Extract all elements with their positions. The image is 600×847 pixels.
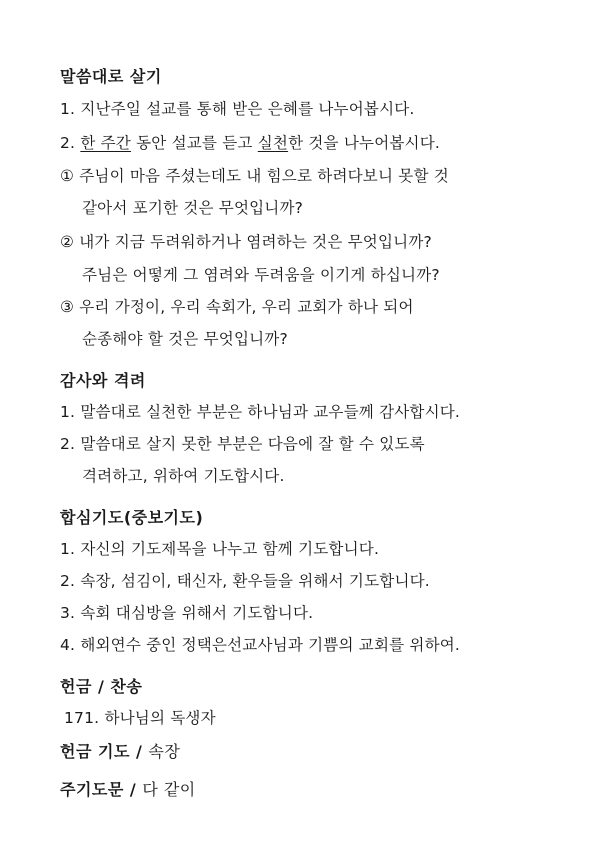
item-prefix: 2. [60,134,81,152]
sub-item: ① 주님이 마음 주셨는데도 내 힘으로 하려다보니 못할 것 [60,167,449,185]
heading-value: 속장 [148,742,181,761]
section-heading-prayer: 합심기도(중보기도) [60,508,204,527]
list-item: 1. 지난주일 설교를 통해 받은 은혜를 나누어봅시다. [60,100,415,118]
item-text: 동안 설교를 듣고 [130,134,258,152]
list-item: 1. 자신의 기도제목을 나누고 함께 기도합니다. [60,540,380,558]
section-heading-lords-prayer [60,777,196,800]
sub-item: ③ 우리 가정이, 우리 속회가, 우리 교회가 하나 되어 [60,298,414,316]
item-text: 한 것을 나누어봅시다. [288,134,441,152]
section-heading-living-by-word: 말씀대로 살기 [60,67,162,86]
heading-label: 주기도문 / [60,780,143,799]
sub-item-continuation: 같아서 포기한 것은 무엇입니까? [82,199,304,217]
list-item: 1. 말씀대로 실천한 부분은 하나님과 교우들께 감사합시다. [60,403,461,421]
section-heading-offering: 헌금 / 찬송 [60,677,143,696]
list-item: 3. 속회 대심방을 위해서 기도합니다. [60,604,314,622]
underlined-text: 실천 [257,134,289,152]
list-item: 2. 속장, 섬김이, 태신자, 환우들을 위해서 기도합니다. [60,572,430,590]
heading-value: 다 같이 [142,780,196,799]
list-item-continuation: 격려하고, 위하여 기도합시다. [82,467,285,485]
section-heading-thanks: 감사와 격려 [60,371,146,390]
list-item: 4. 해외연수 중인 정택은선교사님과 기쁨의 교회를 위하여. [60,636,461,654]
sub-item: ② 내가 지금 두려워하거나 염려하는 것은 무엇입니까? [60,233,432,251]
list-item [60,131,440,153]
sub-item-continuation: 순종해야 할 것은 무엇입니까? [82,330,288,348]
section-heading-offering-prayer [60,739,180,762]
hymn-entry: 171. 하나님의 독생자 [64,709,216,727]
underlined-text: 한 주간 [80,134,131,152]
sub-item-continuation: 주님은 어떻게 그 염려와 두려움을 이기게 하십니까? [82,266,440,284]
heading-label: 헌금 기도 / [60,742,149,761]
list-item: 2. 말씀대로 살지 못한 부분은 다음에 잘 할 수 있도록 [60,435,425,453]
